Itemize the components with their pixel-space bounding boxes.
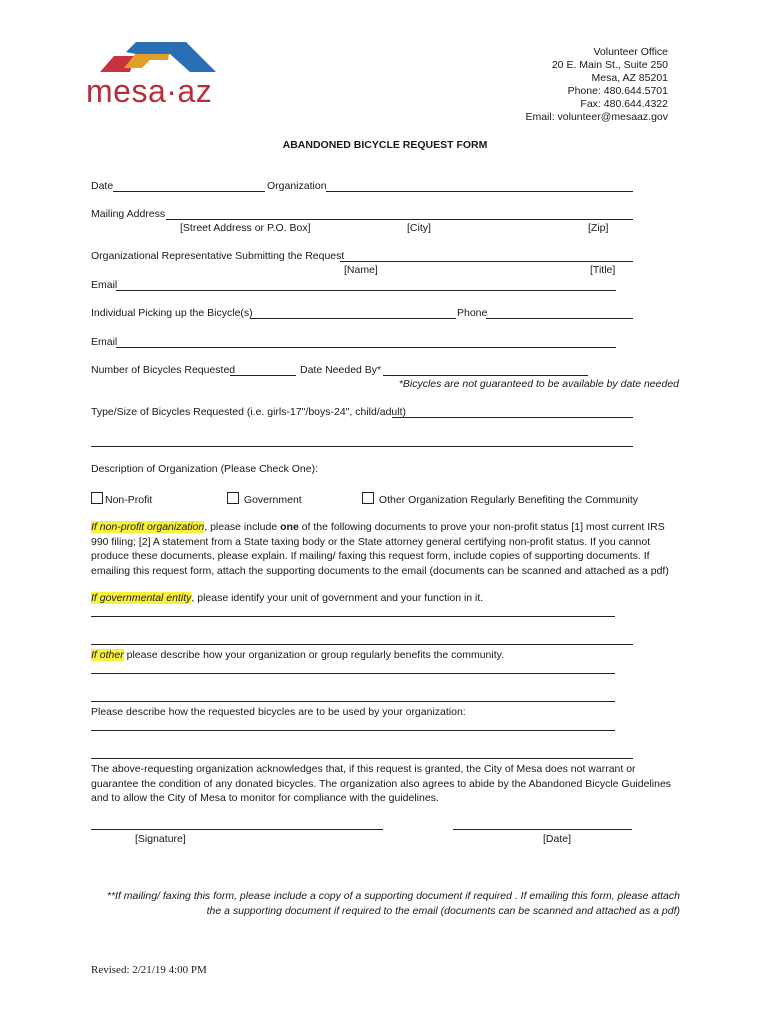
office-line: Mesa, AZ 85201 bbox=[591, 72, 668, 84]
signature-date-field[interactable] bbox=[453, 829, 632, 830]
text: of the following documents to prove your non-profit status [1] most current IRS 990 filing; [2] A statement from a State taxing body or the State attorney general certifying non-profit status. If you cannot produce these documents, please explain. If mailing/ faxing this request form, include copies of supporting documents. If emailing this request form, attach the supporting documents to the email (documents can be scanned and attached as a pdf) bbox=[91, 521, 669, 577]
government-field[interactable] bbox=[91, 616, 615, 617]
office-line: Volunteer Office bbox=[593, 46, 668, 58]
street-hint: [Street Address or P.O. Box] bbox=[180, 222, 311, 234]
phone-label: Phone bbox=[457, 307, 488, 319]
number-requested-label: Number of Bicycles Requested bbox=[91, 364, 236, 376]
title-hint: [Title] bbox=[590, 264, 616, 276]
availability-note: *Bicycles are not guaranteed to be available by date needed bbox=[398, 378, 679, 390]
revised-date: Revised: 2/21/19 4:00 PM bbox=[91, 964, 207, 976]
type-size-field-2[interactable] bbox=[91, 446, 633, 447]
checkbox-other[interactable] bbox=[362, 492, 374, 504]
signature-date-hint: [Date] bbox=[543, 833, 572, 845]
text: please describe how your organization or group regularly benefits the community. bbox=[123, 649, 505, 661]
bold-text: one bbox=[280, 521, 299, 533]
mesa-logo-mark bbox=[90, 40, 222, 76]
form-title: ABANDONED BICYCLE REQUEST FORM bbox=[282, 139, 488, 151]
zip-hint: [Zip] bbox=[588, 222, 609, 234]
date-needed-field[interactable] bbox=[383, 375, 588, 376]
nonprofit-highlight: If non-profit organization bbox=[91, 521, 205, 533]
representative-label: Organizational Representative Submitting the Request bbox=[91, 250, 345, 262]
office-line: Phone: 480.644.5701 bbox=[567, 85, 668, 97]
mesa-logo-text: mesa·az bbox=[86, 73, 213, 109]
description-label: Description of Organization (Please Check One): bbox=[91, 463, 319, 475]
phone-field[interactable] bbox=[486, 318, 633, 319]
organization-label: Organization bbox=[267, 180, 327, 192]
option-label: Non-Profit bbox=[105, 494, 153, 506]
footer-note-line-1: **If mailing/ faxing this form, please include a copy of a supporting document if required . If emailing this form, please attach bbox=[106, 890, 680, 902]
type-size-label: Type/Size of Bicycles Requested (i.e. girls-17"/boys-24", child/adult) bbox=[91, 406, 407, 418]
office-line: Fax: 480.644.4322 bbox=[580, 98, 668, 110]
option-non-profit[interactable] bbox=[91, 492, 152, 507]
government-highlight: If governmental entity bbox=[91, 592, 192, 604]
office-line: 20 E. Main St., Suite 250 bbox=[551, 59, 668, 71]
text: , please identify your unit of government and your function in it. bbox=[191, 592, 484, 604]
date-label: Date bbox=[91, 180, 114, 192]
date-field[interactable] bbox=[113, 191, 265, 192]
usage-field-2[interactable] bbox=[91, 758, 633, 759]
pickup-label: Individual Picking up the Bicycle(s) bbox=[91, 307, 253, 319]
mailing-address-field[interactable] bbox=[166, 219, 633, 220]
nonprofit-instructions bbox=[91, 520, 681, 578]
email-label: Email bbox=[91, 279, 118, 291]
organization-field[interactable] bbox=[326, 191, 633, 192]
text: , please include bbox=[204, 521, 281, 533]
checkbox-government[interactable] bbox=[227, 492, 239, 504]
footer-note-line-2: the a supporting document if required to the email (documents can be scanned and attached as a pdf) bbox=[206, 905, 680, 917]
checkbox-non-profit[interactable] bbox=[91, 492, 103, 504]
mailing-address-label: Mailing Address bbox=[91, 208, 166, 220]
date-needed-label: Date Needed By* bbox=[300, 364, 382, 376]
pickup-email-label: Email bbox=[91, 336, 118, 348]
other-instructions bbox=[91, 649, 504, 662]
option-other[interactable] bbox=[362, 492, 638, 507]
government-instructions bbox=[91, 592, 483, 605]
office-address bbox=[525, 46, 668, 124]
office-email[interactable]: Email: volunteer@mesaaz.gov bbox=[525, 111, 668, 123]
email-field[interactable] bbox=[116, 290, 616, 291]
usage-field[interactable] bbox=[91, 730, 615, 731]
acknowledgement: The above-requesting organization acknowledges that, if this request is granted, the City of Mesa does not warrant or guarantee the condition of any donated bicycles. The organization also agrees to abide by the Abandoned Bicycle Guidelines and to allow the City of Mesa to monitor for compliance with the guidelines. bbox=[91, 763, 672, 805]
pickup-field[interactable] bbox=[250, 318, 456, 319]
signature-hint: [Signature] bbox=[135, 833, 186, 845]
usage-label: Please describe how the requested bicycles are to be used by your organization: bbox=[91, 706, 466, 718]
representative-field[interactable] bbox=[340, 261, 633, 262]
signature-field[interactable] bbox=[91, 829, 383, 830]
type-size-field[interactable] bbox=[392, 417, 633, 418]
pickup-email-field[interactable] bbox=[116, 347, 616, 348]
option-label: Government bbox=[243, 494, 302, 506]
other-field[interactable] bbox=[91, 673, 615, 674]
option-government[interactable] bbox=[227, 492, 302, 507]
number-requested-field[interactable] bbox=[230, 375, 296, 376]
government-field-2[interactable] bbox=[91, 644, 633, 645]
city-hint: [City] bbox=[407, 222, 431, 234]
option-label: Other Organization Regularly Benefiting the Community bbox=[378, 494, 639, 506]
other-field-2[interactable] bbox=[91, 701, 615, 702]
name-hint: [Name] bbox=[344, 264, 378, 276]
other-highlight: If other bbox=[91, 649, 124, 661]
